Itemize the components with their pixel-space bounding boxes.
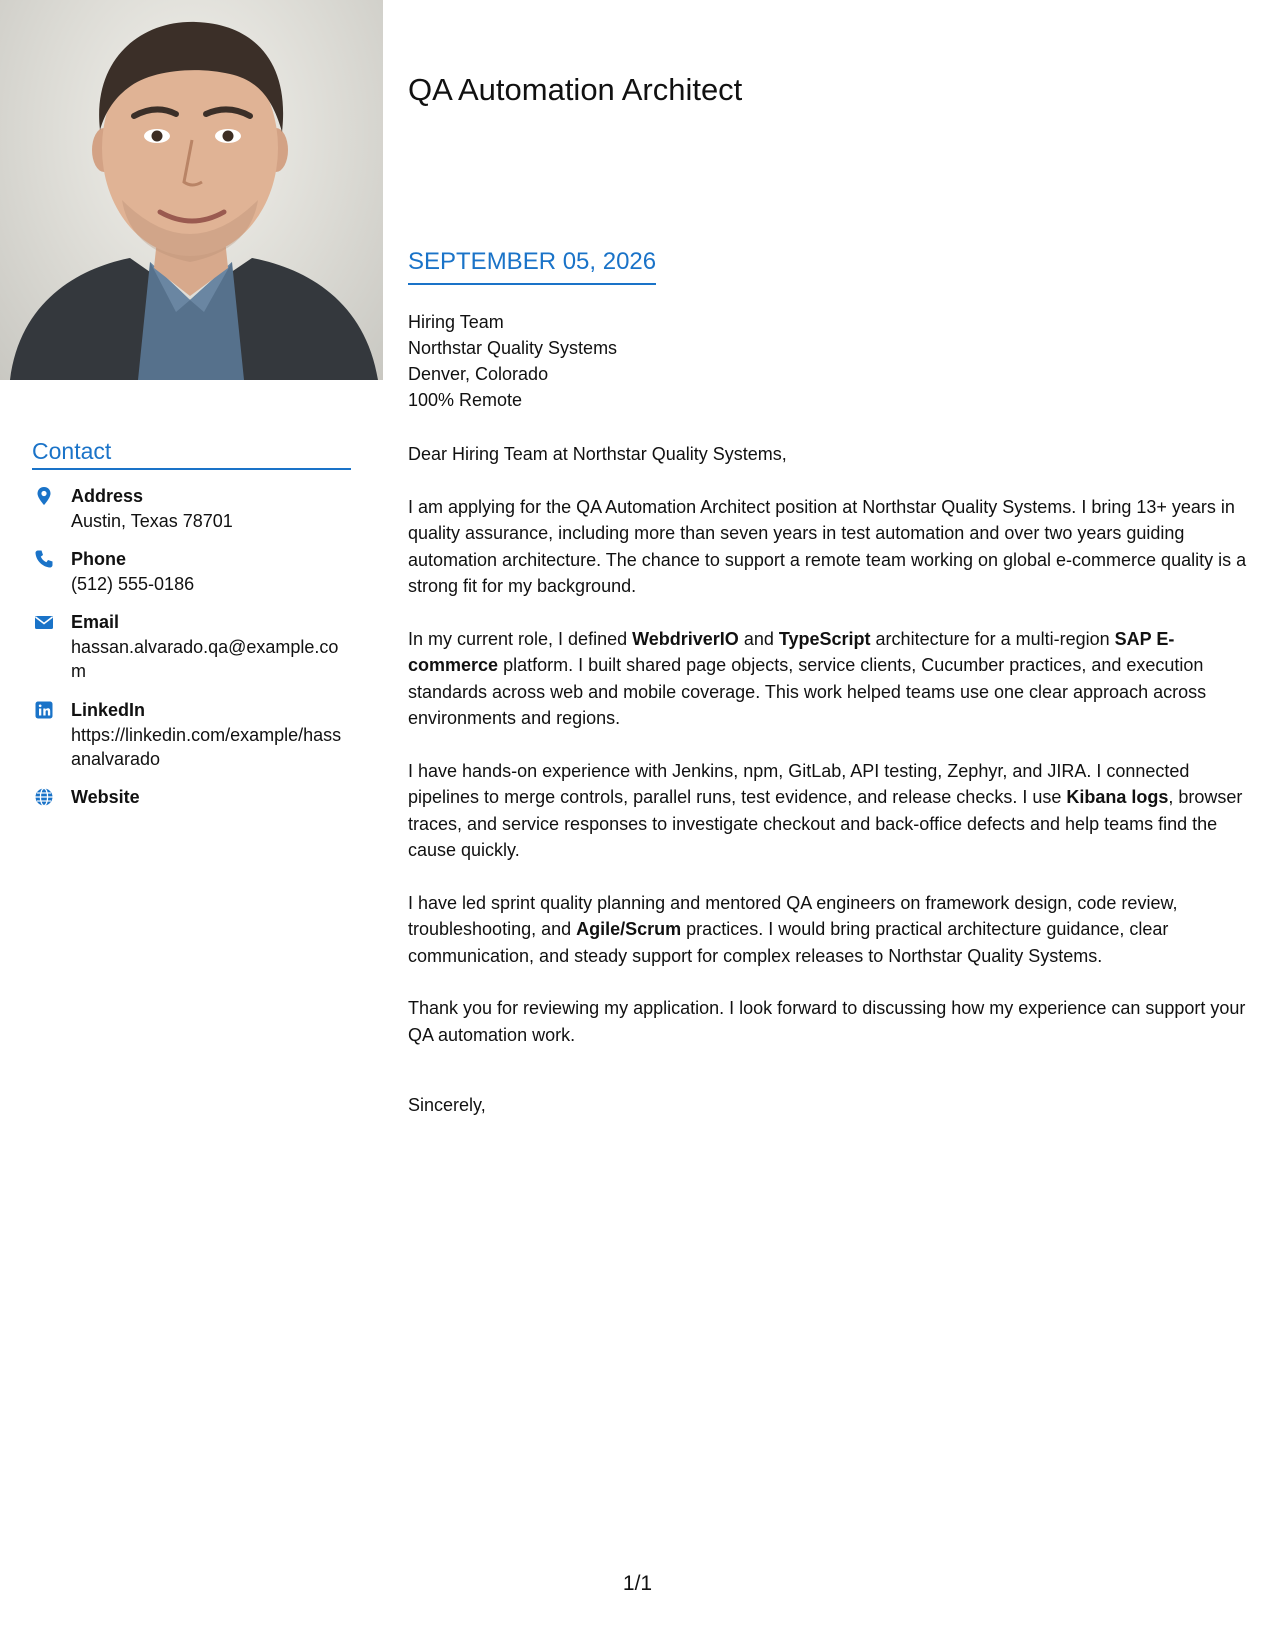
highlight-webdriverio: WebdriverIO bbox=[632, 628, 739, 649]
contact-phone-value: (512) 555-0186 bbox=[71, 574, 195, 594]
contact-address-value: Austin, Texas 78701 bbox=[71, 511, 233, 531]
recipient-line: Hiring Team bbox=[408, 312, 504, 332]
page-number: 1/1 bbox=[622, 1572, 653, 1595]
recipient-block bbox=[408, 309, 617, 413]
profile-photo bbox=[0, 0, 383, 380]
recipient-work-mode: 100% Remote bbox=[408, 390, 523, 410]
phone-icon bbox=[34, 549, 54, 569]
globe-icon bbox=[34, 787, 54, 807]
highlight-typescript: TypeScript bbox=[778, 628, 871, 649]
map-pin-icon bbox=[34, 486, 54, 506]
recipient-location: Denver, Colorado bbox=[408, 364, 549, 384]
closing: Sincerely, bbox=[408, 1095, 486, 1115]
letter-body bbox=[408, 441, 1253, 1145]
salutation: Dear Hiring Team at Northstar Quality Systems, bbox=[408, 444, 787, 464]
envelope-icon bbox=[34, 612, 54, 632]
contact-email-label: Email bbox=[71, 612, 120, 632]
contact-website-label[interactable]: Website bbox=[71, 787, 140, 807]
paragraph-leadership: I have led sprint quality planning and mentored QA engineers on framework design, code review, troubleshooting, and Agile/Scrum practices. I would bring practical architecture guidance, clear communication, and steady support for complex releases to Northstar Quality Systems. bbox=[408, 892, 1178, 966]
letter-date: SEPTEMBER 05, 2026 bbox=[408, 248, 656, 285]
highlight-kibana: Kibana logs bbox=[1066, 787, 1169, 807]
paragraph-current-role: In my current role, I defined WebdriverIO and TypeScript architecture for a multi-region SAP E-commerce platform. I built shared page objects, service clients, Cucumber practices, and execution standards across web and mobile coverage. This work helped teams use one clear approach across environments and regions. bbox=[408, 628, 1207, 728]
contact-heading: Contact bbox=[32, 438, 351, 470]
highlight-agile: Agile/Scrum bbox=[576, 919, 682, 939]
recipient-company: Northstar Quality Systems bbox=[408, 338, 618, 358]
contact-linkedin-label: LinkedIn bbox=[71, 700, 146, 720]
paragraph-tools: I have hands-on experience with Jenkins, npm, GitLab, API testing, Zephyr, and JIRA. I connected pipelines to merge controls, parallel runs, test evidence, and release checks. I use Kibana logs, browser traces, and service responses to investigate checkout and back-office defects and help teams find the cause quickly. bbox=[408, 760, 1243, 860]
highlight-sap-ecommerce: SAP E-commerce bbox=[408, 628, 1175, 675]
paragraph-thanks: Thank you for reviewing my application. I look forward to discussing how my experience can support your QA automation work. bbox=[408, 998, 1246, 1045]
contact-address-label: Address bbox=[71, 486, 144, 506]
job-title: QA Automation Architect bbox=[408, 72, 743, 107]
contact-phone-label: Phone bbox=[71, 549, 127, 569]
paragraph-intro: I am applying for the QA Automation Architect position at Northstar Quality Systems. I bring 13+ years in quality assurance, including more than seven years in test automation and over two years guiding automation architecture. The chance to support a remote team working on global e-commerce quality is a strong fit for my background. bbox=[408, 496, 1247, 596]
contact-email-value[interactable]: hassan.alvarado.qa@example.com bbox=[71, 637, 339, 681]
contact-linkedin-value[interactable]: https://linkedin.com/example/hassanalvarado bbox=[71, 725, 342, 769]
linkedin-icon bbox=[34, 700, 54, 720]
